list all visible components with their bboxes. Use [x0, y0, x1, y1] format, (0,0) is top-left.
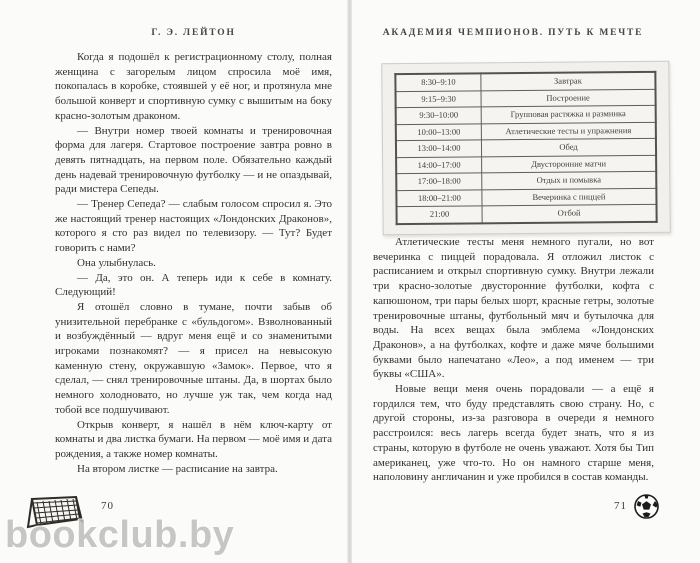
- right-page-number: 71: [614, 500, 627, 512]
- schedule-activity: Завтрак: [481, 72, 656, 91]
- schedule-card: [381, 61, 670, 236]
- paragraph: Она улыбнулась.: [77, 256, 156, 269]
- schedule-activity: Отбой: [482, 205, 657, 224]
- schedule-activity: Построение: [481, 89, 656, 107]
- schedule-time: 9:15–9:30: [396, 91, 482, 108]
- schedule-activity: Обед: [481, 139, 656, 157]
- schedule-time: 13:00–14:00: [396, 140, 482, 157]
- schedule-time: 8:30–9:10: [395, 73, 481, 91]
- paragraph: Атлетические тесты меня немного пугали, но вот вечеринка с пиццей порадовала. Я отложил листок с расписанием и открыл спортивную сумку. Внутри лежали три красно-золотые двусторонние футболки, кофта с капюшоном, три пары белых шорт, красные гетры, золотые тренировочные штаны, футбольный мяч и бутылочка для воды. На всех вещах была эмблема «Лондонских Драконов», а на футболках, кофте и даже мяче большими буквами было напечатано «Лео», а под именем — три буквы «США».: [373, 236, 654, 381]
- schedule-row: [397, 205, 657, 225]
- schedule-activity: Вечеринка с пиццей: [482, 188, 657, 206]
- left-page: [0, 0, 348, 563]
- right-page-text: [373, 235, 654, 485]
- paragraph: — Внутри номер твоей комнаты и тренировочная форма для лагеря. Стартовое построение завтра ровно в девять пятнадцать, на первом поле. Обязательно каждый день надевай тренировочную футболку — и не опаздывай, ради мистера Сепеды.: [55, 124, 332, 196]
- paragraph: Открыв конверт, я нашёл в нём ключ-карту от комнаты и два листка бумаги. На первом — моё имя и дата рождения, а также номер комнаты.: [55, 418, 332, 460]
- right-page: [352, 0, 700, 563]
- left-page-number: 70: [101, 500, 114, 512]
- paragraph: — Тренер Сепеда? — слабым голосом спросил я. Это же настоящий тренер настоящих «Лондонских Драконов», которого я сто раз видел по телевизору. — Тут? Будет говорить с нами?: [55, 198, 332, 255]
- paragraph: Я отошёл словно в тумане, почти забыв об унизительной перебранке с «бульдогом». Взволнованный и возбуждённый — вдруг меня ещё и со знаменитыми игроками познакомят? — я присел на невысокую каменную стену, окружавшую «Замок». Первое, что я сделал, — снял тренировочные штаны. Да, в шортах было немного холодновато, но лучше уж так, чем когда над тобой все подшучивают.: [55, 300, 332, 416]
- schedule-activity: Атлетические тесты и упражнения: [481, 122, 656, 140]
- left-page-text: [55, 50, 332, 476]
- watermark: bookclub.by: [5, 514, 235, 556]
- paragraph: Когда я подошёл к регистрационному столу, полная женщина с загорелым лицом спросила моё имя, покопалась в коробке, стоявшей у её ног, и протянула мне большой конверт и спортивную сумку с вышитым на боку красно-золотым драконом.: [55, 51, 332, 122]
- right-running-header: АКАДЕМИЯ ЧЕМПИОНОВ. ПУТЬ К МЕЧТЕ: [382, 28, 644, 38]
- left-running-header: Г. Э. ЛЕЙТОН: [151, 28, 236, 38]
- schedule-table: [394, 71, 657, 225]
- schedule-time: 18:00–21:00: [396, 190, 482, 207]
- soccer-ball-icon: [633, 493, 660, 520]
- paragraph: — Да, это он. А теперь иди к себе в комнату. Следующий!: [55, 271, 332, 299]
- schedule-time: 21:00: [397, 206, 483, 224]
- schedule-time: 10:00–13:00: [396, 124, 482, 141]
- schedule-activity: Групповая растяжка и разминка: [481, 106, 656, 124]
- schedule-time: 9:30–10:00: [396, 107, 482, 124]
- schedule-activity: Отдых и помывка: [482, 172, 657, 190]
- schedule-activity: Двусторонние матчи: [482, 155, 657, 173]
- schedule-time: 17:00–18:00: [396, 173, 482, 190]
- paragraph: На втором листке — расписание на завтра.: [77, 462, 278, 475]
- paragraph: Новые вещи меня очень порадовали — а ещё я гордился тем, что буду представлять свою страну. Но, с другой стороны, из-за разговора в очереди я немного расстроился: весь лагерь всегда будет знать, что я из страны, которую в футболе не очень уважают. Хотя бы Тип американец, уже что-то. Но он намного старше меня, наполовину англичанин и уже пробился в состав команды.: [373, 383, 654, 484]
- schedule-time: 14:00–17:00: [396, 157, 482, 174]
